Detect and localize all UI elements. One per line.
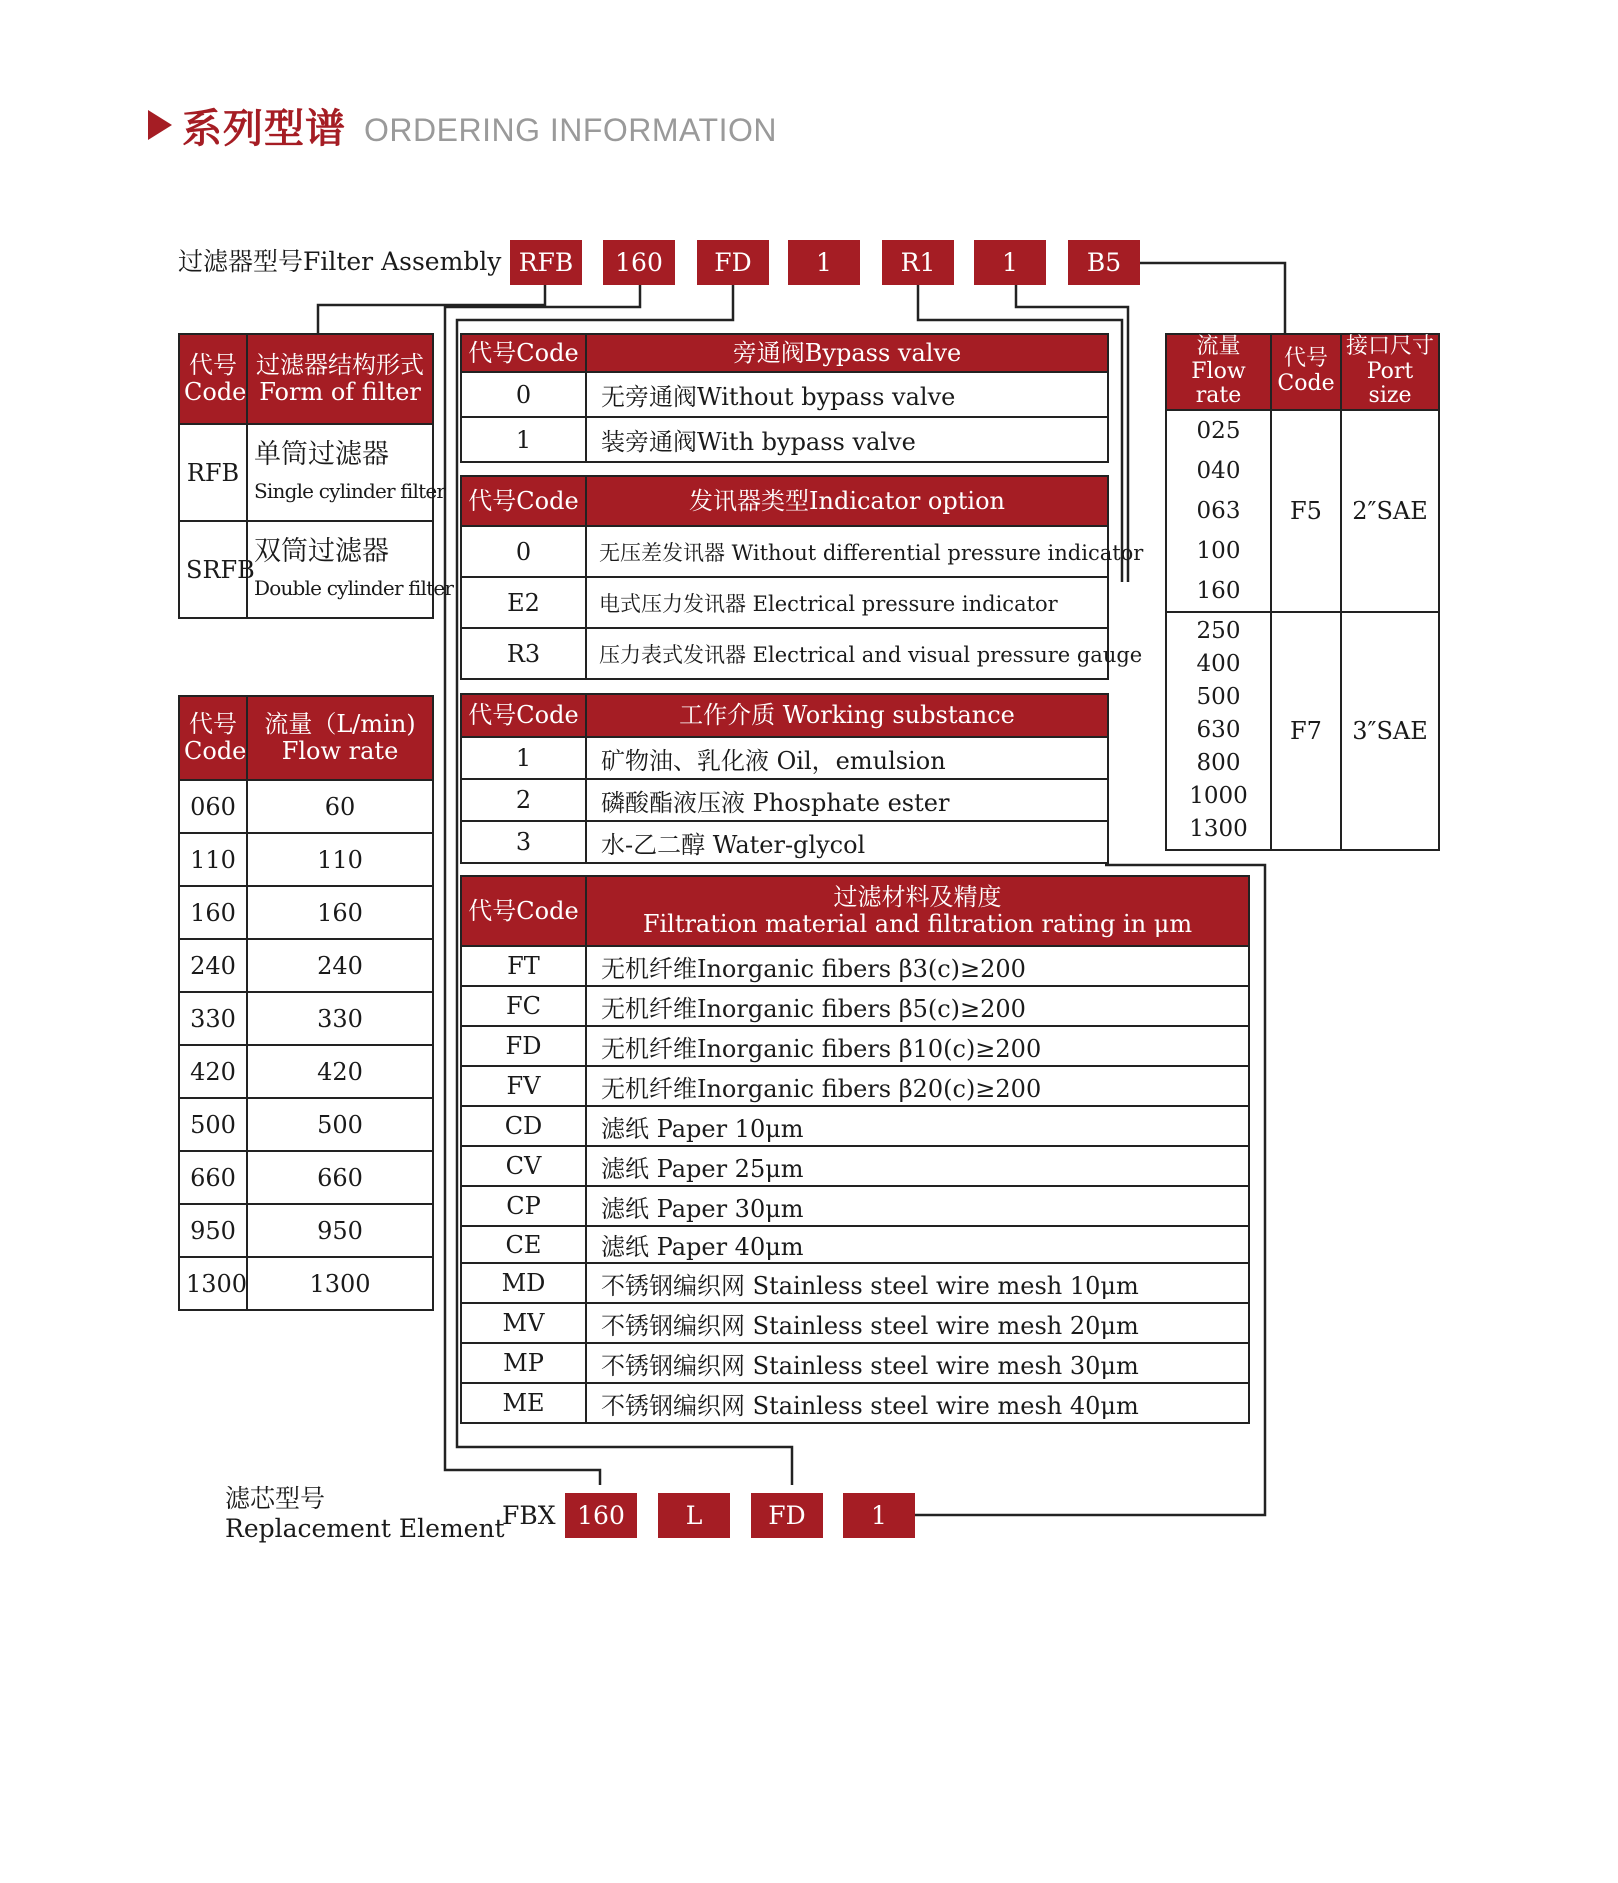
code-box-indicator: R1 (882, 240, 954, 285)
flow-value: 1300 (247, 1257, 433, 1310)
material-code: FV (461, 1066, 586, 1106)
table-row (461, 1343, 1249, 1383)
table-row (461, 779, 1108, 821)
flow-value: 160 (247, 886, 433, 939)
port-flow: 500 (1196, 684, 1241, 711)
indicator-table (460, 475, 1144, 680)
port-flow: 630 (1196, 717, 1241, 744)
form-desc (247, 424, 446, 521)
substance-desc: 水-乙二醇 Water-glycol (586, 821, 1108, 863)
code-box-material: FD (697, 240, 769, 285)
port-flow: 025 (1196, 417, 1241, 444)
replacement-code-box: L (658, 1493, 730, 1538)
port-flow: 1300 (1189, 816, 1248, 843)
table-row (1166, 410, 1439, 612)
flow-header-flow: 流量（L/min) Flow rate (247, 696, 433, 780)
substance-header-desc: 工作介质 Working substance (586, 694, 1108, 737)
material-header-desc (586, 876, 1249, 946)
table-row (179, 1257, 433, 1310)
port-flow: 250 (1196, 618, 1241, 645)
indicator-header-desc: 发讯器类型Indicator option (586, 476, 1108, 526)
indicator-code: E2 (461, 577, 586, 628)
table-row (461, 1146, 1249, 1186)
port-flow-list (1166, 612, 1271, 850)
material-desc: 不锈钢编织网 Stainless steel wire mesh 10μm (586, 1263, 1249, 1303)
port-flow: 800 (1196, 750, 1241, 777)
material-code: CE (461, 1226, 586, 1263)
substance-code: 3 (461, 821, 586, 863)
material-code: CP (461, 1186, 586, 1226)
material-desc: 无机纤维Inorganic fibers β5(c)≥200 (586, 986, 1249, 1026)
form-desc (247, 521, 454, 618)
indicator-desc: 无压差发讯器 Without differential pressure indicator (586, 526, 1108, 577)
material-desc: 滤纸 Paper 40μm (586, 1226, 1249, 1263)
flow-value: 330 (247, 992, 433, 1045)
material-desc: 滤纸 Paper 30μm (586, 1186, 1249, 1226)
title-cn: 系列型谱 (182, 105, 346, 152)
flow-value: 660 (247, 1151, 433, 1204)
bypass-header-desc: 旁通阀Bypass valve (586, 334, 1108, 372)
table-row (179, 1045, 433, 1098)
indicator-code: R3 (461, 628, 586, 679)
replacement-label-cn: 滤芯型号 (225, 1484, 326, 1513)
material-desc: 滤纸 Paper 25μm (586, 1146, 1249, 1186)
substance-desc: 磷酸酯液压液 Phosphate ester (586, 779, 1108, 821)
port-code: F5 (1271, 410, 1341, 612)
replacement-code-box: FD (751, 1493, 823, 1538)
replacement-prefix: FBX (502, 1501, 556, 1530)
form-header-code: 代号 Code (179, 334, 247, 424)
table-row (461, 986, 1249, 1026)
table-row (179, 833, 433, 886)
form-of-filter-table (178, 333, 454, 619)
substance-desc: 矿物油、乳化液 Oil，emulsion (586, 737, 1108, 779)
port-size: 3″SAE (1341, 612, 1439, 850)
code-box-flow: 160 (603, 240, 675, 285)
substance-code: 2 (461, 779, 586, 821)
table-row (179, 1098, 433, 1151)
flow-value: 950 (247, 1204, 433, 1257)
table-row (179, 780, 433, 833)
port-flow: 040 (1196, 457, 1241, 484)
bypass-valve-table (460, 333, 1109, 463)
replacement-code-box: 1 (843, 1493, 915, 1538)
filtration-material-table (460, 875, 1250, 1424)
table-row (179, 939, 433, 992)
form-name-cn: 双筒过滤器 (254, 535, 389, 567)
material-header-en: Filtration material and filtration rating in μm (642, 910, 1193, 938)
form-name-en: Single cylinder filter (254, 478, 446, 503)
material-code: MD (461, 1263, 586, 1303)
table-row (461, 372, 1108, 417)
table-row (461, 417, 1108, 462)
material-desc: 无机纤维Inorganic fibers β10(c)≥200 (586, 1026, 1249, 1066)
material-desc: 无机纤维Inorganic fibers β20(c)≥200 (586, 1066, 1249, 1106)
table-row (1166, 612, 1439, 850)
table-row (461, 1186, 1249, 1226)
code-box-port: B5 (1068, 240, 1140, 285)
flow-code: 060 (179, 780, 247, 833)
flow-value: 240 (247, 939, 433, 992)
material-code: ME (461, 1383, 586, 1423)
bypass-code: 1 (461, 417, 586, 462)
port-flow: 160 (1196, 577, 1241, 604)
table-row (179, 992, 433, 1045)
replacement-label-en: Replacement Element (225, 1514, 505, 1543)
form-code: RFB (179, 424, 247, 521)
title-en: ORDERING INFORMATION (364, 111, 777, 148)
flow-value: 110 (247, 833, 433, 886)
port-header-port: 接口尺寸 Port size (1341, 334, 1439, 410)
bypass-code: 0 (461, 372, 586, 417)
form-name-cn: 单筒过滤器 (254, 438, 389, 470)
material-code: FT (461, 946, 586, 986)
material-desc: 滤纸 Paper 10μm (586, 1106, 1249, 1146)
table-row (179, 886, 433, 939)
form-name-en: Double cylinder filter (254, 575, 454, 600)
table-row (461, 577, 1108, 628)
flow-header-code: 代号 Code (179, 696, 247, 780)
table-row (461, 1303, 1249, 1343)
form-header-form: 过滤器结构形式 Form of filter (247, 334, 433, 424)
material-desc: 不锈钢编织网 Stainless steel wire mesh 30μm (586, 1343, 1249, 1383)
indicator-header-code: 代号Code (461, 476, 586, 526)
material-desc: 不锈钢编织网 Stainless steel wire mesh 40μm (586, 1383, 1249, 1423)
table-row (179, 1151, 433, 1204)
flow-code: 240 (179, 939, 247, 992)
material-code: CV (461, 1146, 586, 1186)
table-row (179, 1204, 433, 1257)
flow-value: 420 (247, 1045, 433, 1098)
code-box-bypass: 1 (974, 240, 1046, 285)
port-size-table (1165, 333, 1440, 851)
bypass-header-code: 代号Code (461, 334, 586, 372)
material-header-code: 代号Code (461, 876, 586, 946)
port-code: F7 (1271, 612, 1341, 850)
table-row (461, 628, 1108, 679)
substance-code: 1 (461, 737, 586, 779)
table-row (461, 1383, 1249, 1423)
flow-code: 950 (179, 1204, 247, 1257)
table-row (179, 521, 433, 618)
table-row (461, 1106, 1249, 1146)
replacement-code-box: 160 (565, 1493, 637, 1538)
table-row (179, 424, 433, 521)
material-code: FD (461, 1026, 586, 1066)
flow-code: 1300 (179, 1257, 247, 1310)
flow-code: 500 (179, 1098, 247, 1151)
port-flow: 100 (1196, 537, 1241, 564)
port-header-code: 代号 Code (1271, 334, 1341, 410)
flow-code: 110 (179, 833, 247, 886)
material-desc: 不锈钢编织网 Stainless steel wire mesh 20μm (586, 1303, 1249, 1343)
indicator-desc: 电式压力发讯器 Electrical pressure indicator (586, 577, 1108, 628)
working-substance-table (460, 693, 1109, 864)
flow-code: 420 (179, 1045, 247, 1098)
table-row (461, 737, 1108, 779)
substance-header-code: 代号Code (461, 694, 586, 737)
port-flow: 400 (1196, 651, 1241, 678)
indicator-desc: 压力表式发讯器 Electrical and visual pressure gauge (586, 628, 1108, 679)
material-code: MV (461, 1303, 586, 1343)
flow-value: 500 (247, 1098, 433, 1151)
material-code: MP (461, 1343, 586, 1383)
table-row (461, 526, 1108, 577)
flow-code: 330 (179, 992, 247, 1045)
bypass-desc: 无旁通阀Without bypass valve (586, 372, 1108, 417)
material-code: CD (461, 1106, 586, 1146)
port-flow: 1000 (1189, 783, 1248, 810)
form-code: SRFB (179, 521, 247, 618)
table-row (461, 1066, 1249, 1106)
flow-rate-table (178, 695, 434, 1311)
table-row (461, 1226, 1249, 1263)
port-flow-list (1166, 410, 1271, 612)
port-size: 2″SAE (1341, 410, 1439, 612)
code-box-substance: 1 (788, 240, 860, 285)
port-header-flow: 流量 Flow rate (1166, 334, 1271, 410)
indicator-code: 0 (461, 526, 586, 577)
code-box-form: RFB (510, 240, 582, 285)
bypass-desc: 装旁通阀With bypass valve (586, 417, 1108, 462)
table-row (461, 946, 1249, 986)
table-row (461, 1263, 1249, 1303)
filter-assembly-label: 过滤器型号Filter Assembly (178, 247, 502, 276)
flow-value: 60 (247, 780, 433, 833)
flow-code: 160 (179, 886, 247, 939)
material-desc: 无机纤维Inorganic fibers β3(c)≥200 (586, 946, 1249, 986)
port-flow: 063 (1196, 497, 1241, 524)
table-row (461, 1026, 1249, 1066)
flow-code: 660 (179, 1151, 247, 1204)
material-header-cn: 过滤材料及精度 (833, 883, 1002, 912)
table-row (461, 821, 1108, 863)
material-code: FC (461, 986, 586, 1026)
